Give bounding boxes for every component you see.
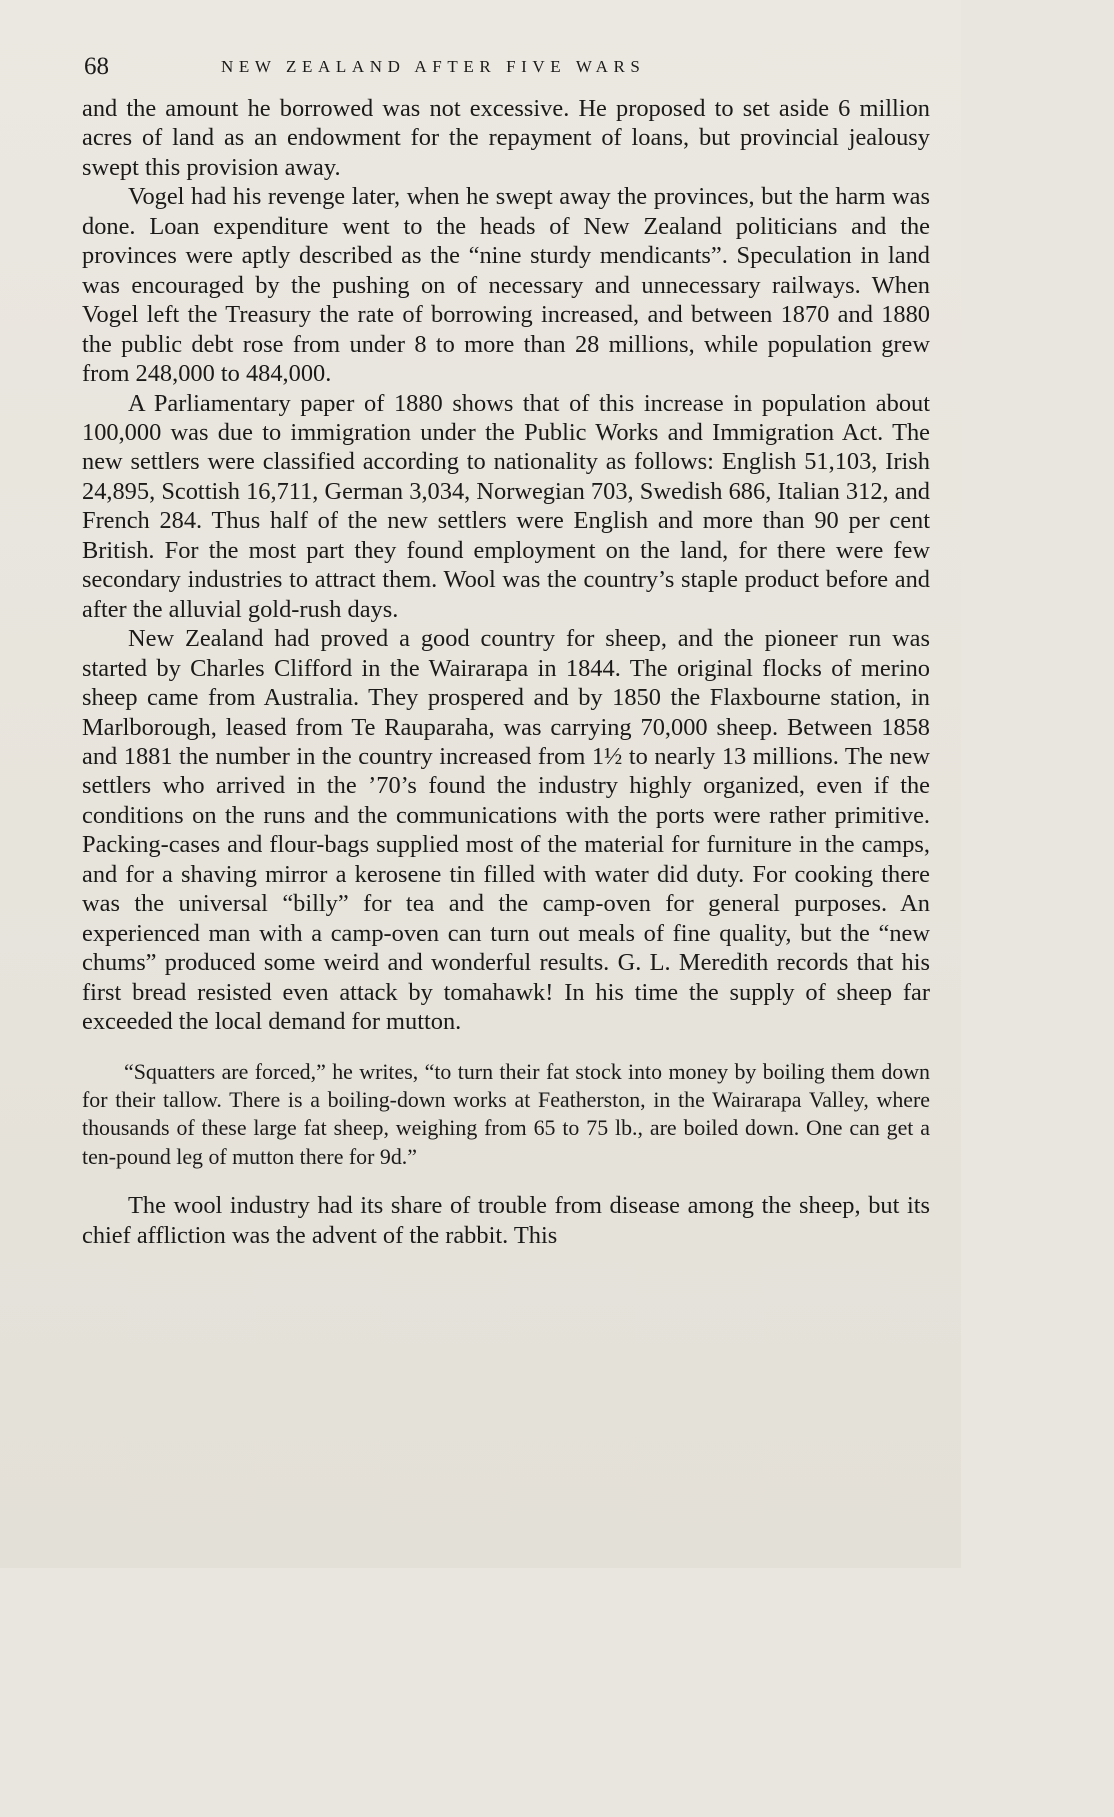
paragraph-parliamentary-paper: A Parliamentary paper of 1880 shows that of this increase in population about 100,000 was due to immigration under the Public Works and Immigration Act. The new settlers were classified according to nationality as follows: English 51,103, Irish 24,895, Scottish 16,711, German 3,034, Norwegian 703, Swedish 686, Italian 312, and French 284. Thus half of the new settlers were English and more than 90 per cent British. For the most part they found employment on the land, for there were few secondary industries to attract them. Wool was the country’s staple product before and after the alluvial gold-rush days. [82, 389, 930, 623]
paragraph-vogel-revenge: Vogel had his revenge later, when he swept away the provinces, but the harm was done. Loan expenditure went to the heads of New Zealand politicians and the provinces were aptly described as the “nine sturdy mendicants”. Speculation in land was encouraged by the pushing on of necessary and unnecessary railways. When Vogel left the Treasury the rate of borrowing increased, and between 1870 and 1880 the public debt rose from under 8 to more than 28 millions, while population grew from 248,000 to 484,000. [82, 183, 930, 388]
paragraph-continued: and the amount he borrowed was not excessive. He proposed to set aside 6 million acres of land as an endowment for the repayment of loans, but provincial jealousy swept this provision away. [82, 95, 930, 181]
page-number: 68 [84, 53, 109, 80]
body-text [82, 94, 930, 1250]
running-title: NEW ZEALAND AFTER FIVE WARS [221, 57, 646, 76]
block-quote-meredith: “Squatters are forced,” he writes, “to turn their fat stock into money by boiling them down for their tallow. There is a boiling-down works at Featherston, in the Wairarapa Valley, where thousands of these large fat sheep, weighing from 65 to 75 lb., are boiled down. One can get a ten-pound leg of mutton there for 9d.” [82, 1058, 930, 1169]
paragraph-wool-industry: The wool industry had its share of trouble from disease among the sheep, but its chief affliction was the advent of the rabbit. This [82, 1192, 930, 1249]
paragraph-sheep-industry: New Zealand had proved a good country for sheep, and the pioneer run was started by Charles Clifford in the Wairarapa in 1844. The original flocks of merino sheep came from Australia. They prospered and by 1850 the Flaxbourne station, in Marlborough, leased from Te Rauparaha, was carrying 70,000 sheep. Between 1858 and 1881 the number in the country increased from 1½ to nearly 13 millions. The new settlers who arrived in the ’70’s found the industry highly organized, even if the conditions on the runs and the communications with the ports were rather primitive. Packing-cases and flour-bags supplied most of the material for furniture in the camps, and for a shaving mirror a kerosene tin filled with water did duty. For cooking there was the universal “billy” for tea and the camp-oven for general purposes. An experienced man with a camp-oven can turn out meals of fine quality, but the “new chums” produced some weird and wonderful results. G. L. Meredith records that his first bread resisted even attack by tomahawk! In his time the supply of sheep far exceeded the local demand for mutton. [82, 625, 930, 1036]
running-head [84, 52, 930, 82]
